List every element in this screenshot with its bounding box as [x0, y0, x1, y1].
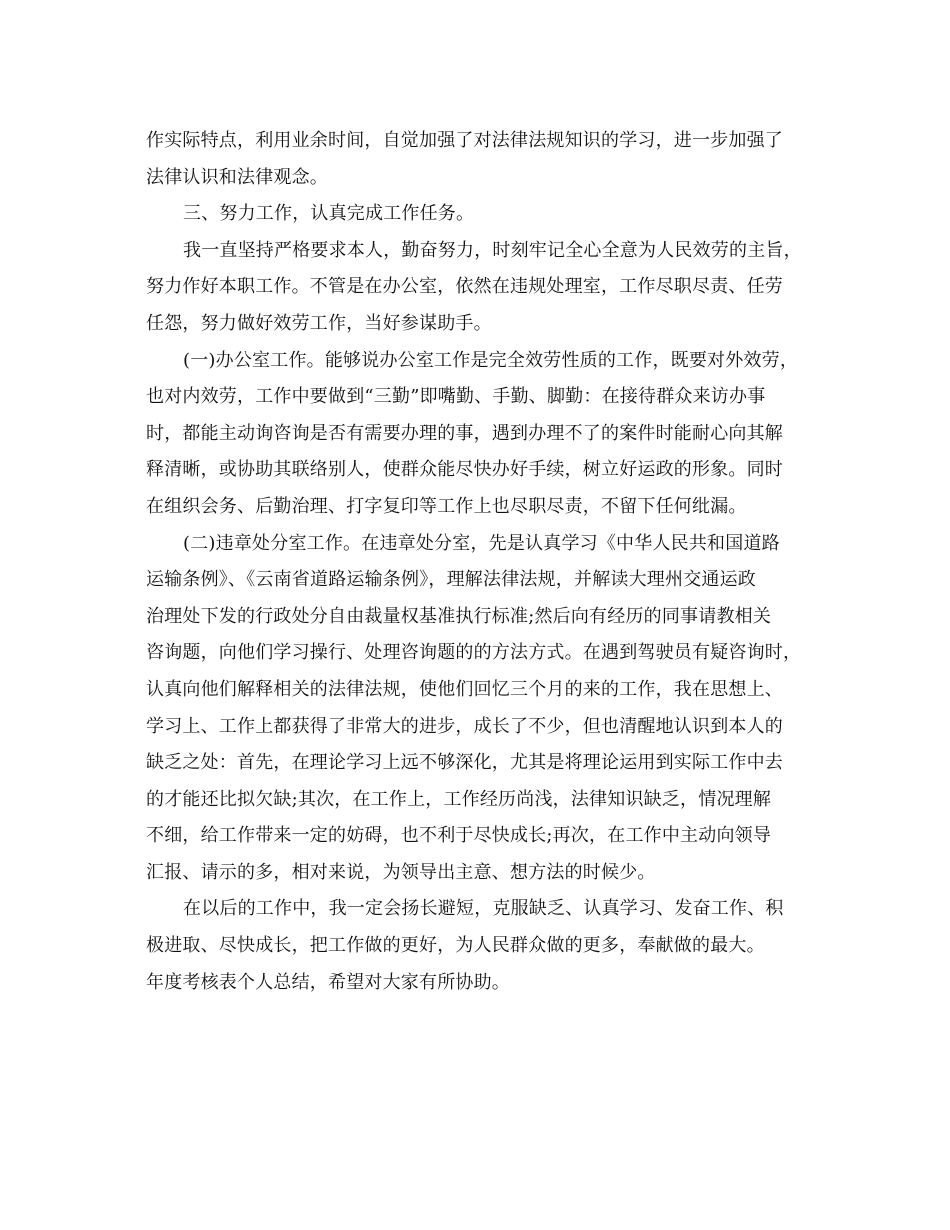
text-line: 咨询题，向他们学习操行、处理咨询题的的方法方式。在遇到驾驶员有疑咨询时，: [146, 642, 802, 664]
text-line: 学习上、工作上都获得了非常大的进步，成长了不少，但也清醒地认识到本人的: [146, 715, 783, 737]
text-line: 时，都能主动询咨询是否有需要办理的事，遇到办理不了的案件时能耐心向其解: [146, 422, 783, 444]
text-line: (一)办公室工作。能够说办公室工作是完全效劳性质的工作，既要对外效劳，: [183, 349, 799, 371]
text-line: 在以后的工作中，我一定会扬长避短，克服缺乏、认真学习、发奋工作、积: [183, 898, 784, 920]
text-line: 也对内效劳，工作中要做到“三勤”即嘴勤、手勤、脚勤：在接待群众来访办事: [146, 386, 766, 408]
text-line: 三、努力工作，认真完成工作任务。: [183, 203, 475, 225]
text-line: 不细，给工作带来一定的妨碍，也不利于尽快成长;再次，在工作中主动向领导: [146, 825, 772, 847]
text-line: 认真向他们解释相关的法律法规，使他们回忆三个月的来的工作，我在思想上、: [146, 678, 783, 700]
text-line: (二)违章处分室工作。在违章处分室，先是认真学习《中华人民共和国道路: [183, 532, 780, 554]
text-line: 作实际特点，利用业余时间，自觉加强了对法律法规知识的学习，进一步加强了: [146, 130, 783, 151]
document-body: [146, 123, 810, 1001]
text-line: 缺乏之处：首先，在理论学习上远不够深化，尤其是将理论运用到实际工作中去: [146, 752, 783, 774]
text-line: 我一直坚持严格要求本人，勤奋努力，时刻牢记全心全意为人民效劳的主旨，: [183, 239, 802, 261]
text-line: 任怨，努力做好效劳工作，当好参谋助手。: [146, 312, 492, 334]
text-line: 释清晰，或协助其联络别人，使群众能尽快办好手续，树立好运政的形象。同时: [146, 459, 783, 481]
text-line: 年度考核表个人总结，希望对大家有所协助。: [146, 971, 510, 993]
text-line: 治理处下发的行政处分自由裁量权基准执行标准;然后向有经历的同事请教相关: [146, 605, 772, 627]
text-line: 汇报、请示的多，相对来说，为领导出主意、想方法的时候少。: [146, 861, 656, 883]
text-line: 的才能还比拟欠缺;其次，在工作上，工作经历尚浅，法律知识缺乏，情况理解: [146, 788, 772, 810]
text-line: 努力作好本职工作。不管是在办公室，依然在违规处理室，工作尽职尽责、任劳: [146, 276, 783, 298]
text-line: 在组织会务、后勤治理、打字复印等工作上也尽职尽责，不留下任何纰漏。: [146, 495, 747, 517]
text-line: 运输条例》、《云南省道路运输条例》，理解法律法规，并解读大理州交通运政: [146, 569, 756, 591]
text-line: 法律认识和法律观念。: [146, 166, 328, 188]
text-line: 极进取、尽快成长，把工作做的更好，为人民群众做的更多，奉献做的最大。: [146, 935, 765, 957]
